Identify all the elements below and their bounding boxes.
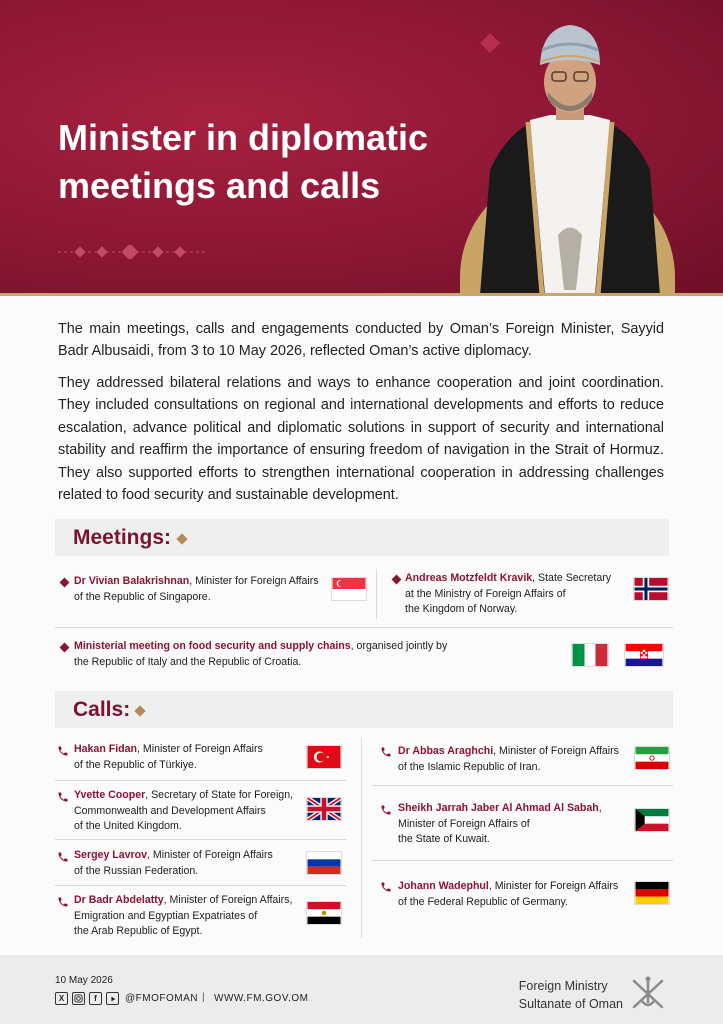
footer xyxy=(0,955,723,1024)
row-divider xyxy=(372,785,673,786)
meeting-role: , organised jointly by xyxy=(350,640,448,652)
germany-flag-icon xyxy=(634,881,670,905)
phone-icon xyxy=(57,896,69,908)
call-role: , Minister of Foreign Affairs xyxy=(147,849,273,861)
meeting-role: , State Secretary xyxy=(532,572,612,584)
footer-separator: | xyxy=(202,992,205,1003)
meeting-name: Andreas Motzfeldt Kravik xyxy=(405,572,533,584)
call-country: of the Russian Federation. xyxy=(74,864,199,877)
meeting-role-cont: at the Ministry of Foreign Affairs of xyxy=(405,587,566,600)
call-role-cont: Minister of Foreign Affairs of xyxy=(398,817,530,830)
call-role: , Minister of Foreign Affairs, xyxy=(163,894,293,906)
call-country: of the Islamic Republic of Iran. xyxy=(398,760,541,773)
kuwait-flag-icon xyxy=(634,808,670,832)
call-role: , Secretary of State for Foreign, xyxy=(145,789,294,801)
singapore-flag-icon xyxy=(331,577,367,601)
column-divider xyxy=(361,738,362,938)
phone-icon xyxy=(57,791,69,803)
call-role: , Minister of Foreign Affairs xyxy=(137,743,263,755)
call-item-kuwait xyxy=(398,801,628,848)
calls-heading-bar xyxy=(55,691,673,728)
oman-emblem-icon xyxy=(628,973,668,1013)
meeting-country: the Kingdom of Norway. xyxy=(405,603,518,615)
row-divider xyxy=(372,860,673,861)
bullet-diamond-icon xyxy=(392,575,402,585)
call-role-cont: Emigration and Egyptian Expatriates of xyxy=(74,909,258,922)
meetings-heading: Meetings: xyxy=(73,526,172,549)
intro-paragraph-1: The main meetings, calls and engagements conducted by Oman’s Foreign Minister, Sayyid Badr Albusaidi, from 3 to 10 May 2026, reflected Oman’s active diplomacy. xyxy=(58,321,664,360)
meeting-item-singapore xyxy=(74,574,334,605)
call-role: , Minister of Foreign Affairs xyxy=(493,745,619,757)
heading-diamond-icon xyxy=(134,705,145,716)
call-country: the Arab Republic of Egypt. xyxy=(74,925,203,937)
instagram-icon[interactable] xyxy=(72,992,85,1005)
meeting-item-norway xyxy=(405,571,635,618)
ministry-name xyxy=(519,977,623,1013)
call-name: Dr Abbas Araghchi xyxy=(398,745,494,757)
call-item-iran xyxy=(398,744,626,775)
header-divider xyxy=(0,293,723,296)
call-country: of the United Kingdom. xyxy=(74,820,182,832)
turkey-flag-icon xyxy=(306,745,342,769)
bullet-diamond-icon xyxy=(60,643,70,653)
meeting-name: Ministerial meeting on food security and supply chains xyxy=(74,640,351,652)
call-name: Yvette Cooper xyxy=(74,789,146,801)
call-name: Johann Wadephul xyxy=(398,880,489,892)
call-role: , Minister for Foreign Affairs xyxy=(488,880,619,892)
phone-icon xyxy=(57,851,69,863)
iran-flag-icon xyxy=(634,746,670,770)
call-name: Sheikh Jarrah Jaber Al Ahmad Al Sabah xyxy=(398,802,599,814)
title-line-2: meetings and calls xyxy=(58,165,381,206)
norway-flag-icon xyxy=(633,577,669,601)
italy-flag-icon xyxy=(571,643,609,667)
phone-icon xyxy=(380,804,392,816)
meeting-country: of the Republic of Singapore. xyxy=(74,590,211,603)
meetings-heading-bar xyxy=(55,519,669,556)
minister-portrait xyxy=(470,20,670,295)
call-name: Sergey Lavrov xyxy=(74,849,148,861)
row-divider xyxy=(55,627,673,628)
meeting-item-food-security xyxy=(74,639,534,670)
row-divider xyxy=(55,780,346,781)
meeting-country: the Republic of Italy and the Republic of Croatia. xyxy=(74,655,302,668)
ministry-line-1: Foreign Ministry xyxy=(518,979,608,993)
calls-heading: Calls: xyxy=(73,698,131,721)
youtube-icon[interactable] xyxy=(106,992,119,1005)
row-divider xyxy=(55,885,346,886)
x-icon[interactable]: X xyxy=(55,992,68,1005)
header-banner xyxy=(0,0,723,295)
call-item-turkiye xyxy=(74,742,299,773)
call-role: , xyxy=(598,802,602,814)
title-line-1: Minister in diplomatic xyxy=(58,117,429,158)
intro-paragraph-2: They addressed bilateral relations and ways to enhance cooperation and joint coordination. They included consultations on regional and international developments and efforts to reduce escalation, advance political and diplomatic solutions in support of security and international stability and reaffirm the importance of ensuring freedom of navigation in the Strait of Hormuz. They also supported efforts to strengthen international cooperation in addressing challenges related to food security and sustainable development. xyxy=(58,375,664,504)
phone-icon xyxy=(57,745,69,757)
call-name: Hakan Fidan xyxy=(74,743,137,755)
call-country: of the Federal Republic of Germany. xyxy=(398,895,568,908)
egypt-flag-icon xyxy=(306,901,342,925)
heading-diamond-icon xyxy=(176,533,187,544)
uk-flag-icon xyxy=(306,797,342,821)
ministry-line-2: Sultanate of Oman xyxy=(518,997,623,1011)
call-item-uk xyxy=(74,788,304,835)
footer-date: 10 May 2026 xyxy=(55,975,113,986)
website-link[interactable]: WWW.FM.GOV.OM xyxy=(214,993,309,1004)
phone-icon xyxy=(380,746,392,758)
call-role-cont: Commonwealth and Development Affairs xyxy=(74,804,266,817)
call-item-russia xyxy=(74,848,299,879)
bullet-diamond-icon xyxy=(60,578,70,588)
phone-icon xyxy=(380,881,392,893)
meeting-role: , Minister for Foreign Affairs xyxy=(189,575,319,587)
facebook-icon[interactable]: f xyxy=(89,992,102,1005)
social-handle[interactable]: @FMOFOMAN xyxy=(125,993,198,1004)
call-item-egypt xyxy=(74,893,304,940)
call-country: of the Republic of Türkiye. xyxy=(74,758,197,771)
row-divider xyxy=(55,839,346,840)
title-ornament xyxy=(58,245,208,259)
call-country: the State of Kuwait. xyxy=(398,833,490,845)
croatia-flag-icon xyxy=(624,643,664,667)
meeting-name: Dr Vivian Balakrishnan xyxy=(74,575,190,587)
call-item-germany xyxy=(398,879,628,910)
column-divider xyxy=(376,569,377,619)
page-title xyxy=(58,114,478,210)
russia-flag-icon xyxy=(306,851,342,875)
social-icons xyxy=(55,992,119,1005)
call-name: Dr Badr Abdelatty xyxy=(74,894,164,906)
